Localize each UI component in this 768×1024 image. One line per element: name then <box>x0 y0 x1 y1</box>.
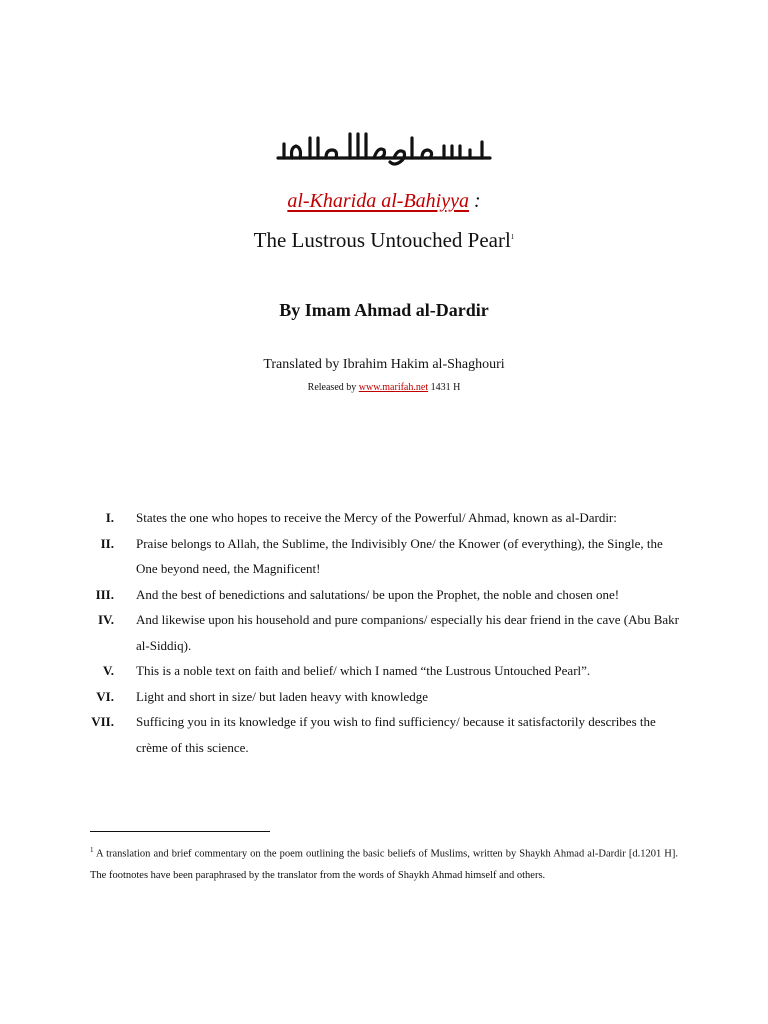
verse-text: Light and short in size/ but laden heavy with knowledge <box>136 688 429 704</box>
subtitle-text: The Lustrous Untouched Pearl <box>253 228 511 252</box>
released-line <box>0 382 768 393</box>
verse-number: II. <box>100 535 114 551</box>
subtitle-footnote-mark[interactable]: 1 <box>510 233 515 241</box>
released-suffix: 1431 H <box>428 382 461 393</box>
basmala-calligraphy-icon <box>272 128 496 172</box>
verse-number: VII. <box>91 714 114 729</box>
verse-number: I. <box>105 510 114 525</box>
footnote-mark: 1 <box>90 846 94 854</box>
verse-item <box>0 607 768 658</box>
document-subtitle <box>0 228 768 253</box>
verse-item <box>0 582 768 608</box>
verse-text: And likewise upon his household and pure companions/ especially his dear friend in the cave (Abu Bakr al-Siddiq). <box>136 612 679 653</box>
verse-item <box>0 684 768 710</box>
verse-number: VI. <box>96 688 114 704</box>
verse-item <box>0 709 768 760</box>
verse-text: Sufficing you in its knowledge if you wish to find sufficiency/ because it satisfactorily describes the crème of this science. <box>136 714 656 755</box>
verse-list <box>0 505 768 760</box>
verse-number: IV. <box>97 612 114 627</box>
title-red-text: al-Kharida al-Bahiyya <box>287 190 469 212</box>
footnote <box>90 840 678 886</box>
verse-number: III. <box>95 586 114 602</box>
verse-number: V. <box>103 663 114 678</box>
verse-text: And the best of benedictions and salutations/ be upon the Prophet, the noble and chosen one! <box>136 586 620 602</box>
verse-item <box>0 658 768 684</box>
footnote-divider <box>90 831 270 832</box>
verse-text: States the one who hopes to receive the Mercy of the Powerful/ Ahmad, known as al-Dardir: <box>136 510 617 525</box>
footnote-text: A translation and brief commentary on the poem outlining the basic beliefs of Muslims, written by Shaykh Ahmad al-Dardir [d.1201 H]. The footnotes have been paraphrased by the translator from the words of Shaykh Ahmad himself and others. <box>90 848 678 881</box>
verse-item <box>0 505 768 531</box>
title-colon: : <box>468 190 481 212</box>
verse-text: Praise belongs to Allah, the Sublime, the Indivisibly One/ the Knower (of everything), the Single, the One beyond need, the Magnificent! <box>136 535 663 576</box>
marifah-link[interactable]: www.marifah.net <box>358 382 429 393</box>
verse-text: This is a noble text on faith and belief/ which I named “the Lustrous Untouched Pearl”. <box>136 663 591 678</box>
verse-item <box>0 531 768 582</box>
released-prefix: Released by <box>307 382 359 393</box>
translator-line: Translated by Ibrahim Hakim al-Shaghouri <box>263 357 505 372</box>
author-line: By Imam Ahmad al-Dardir <box>279 300 489 320</box>
document-title <box>0 190 768 213</box>
